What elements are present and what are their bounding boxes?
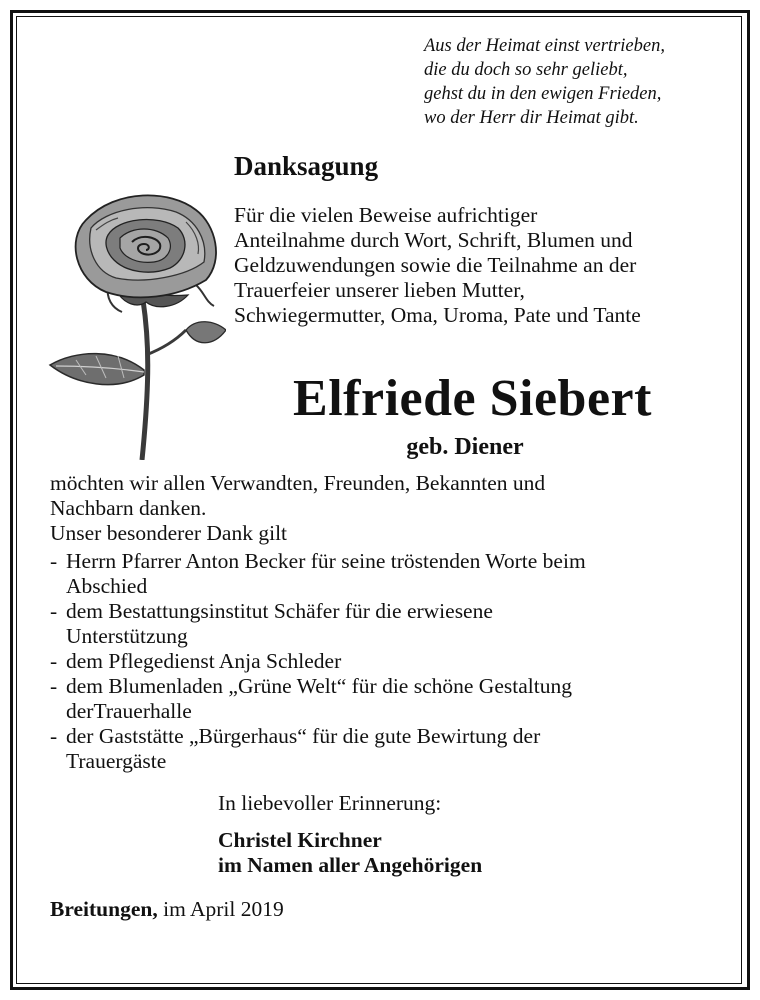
- poem-line: wo der Herr dir Heimat gibt.: [424, 108, 639, 128]
- signature: [218, 828, 482, 878]
- poem-line: gehst du in den ewigen Frieden,: [424, 84, 662, 104]
- bullet-dash: -: [50, 599, 58, 623]
- deceased-name: Elfriede Siebert: [293, 370, 652, 427]
- closing-text: In liebevoller Erinnerung:: [218, 791, 442, 815]
- intro-line: Trauerfeier unserer lieben Mutter,: [234, 278, 525, 302]
- list-item-line: Unterstützung: [66, 624, 188, 648]
- body-line: Unser besonderer Dank gilt: [50, 521, 288, 545]
- list-item-line: dem Blumenladen „Grüne Welt“ für die schöne Gestaltung: [66, 674, 572, 698]
- list-item-line: Abschied: [66, 574, 148, 598]
- list-item: [50, 674, 730, 724]
- signature-behalf: im Namen aller Angehörigen: [218, 853, 483, 877]
- bullet-dash: -: [50, 649, 58, 673]
- list-item-line: Trauergäste: [66, 749, 167, 773]
- bullet-dash: -: [50, 549, 58, 573]
- list-item: [50, 549, 730, 599]
- body-line: Nachbarn danken.: [50, 496, 207, 520]
- body-line: möchten wir allen Verwandten, Freunden, Bekannten und: [50, 471, 546, 495]
- list-item-line: dem Bestattungsinstitut Schäfer für die erwiesene: [66, 599, 493, 623]
- poem-line: Aus der Heimat einst vertrieben,: [424, 36, 665, 56]
- intro-line: Anteilnahme durch Wort, Schrift, Blumen und: [234, 228, 633, 252]
- list-item: [50, 649, 730, 674]
- intro-line: Schwiegermutter, Oma, Uroma, Pate und Tante: [234, 303, 641, 327]
- signature-name: Christel Kirchner: [218, 828, 382, 852]
- intro-text: [234, 203, 734, 328]
- place-date-text: im April 2019: [163, 897, 284, 921]
- list-item-line: dem Pflegedienst Anja Schleder: [66, 649, 342, 673]
- poem-line: die du doch so sehr geliebt,: [424, 60, 628, 80]
- list-item-line: Herrn Pfarrer Anton Becker für seine tröstenden Worte beim: [66, 549, 586, 573]
- poem: [424, 34, 724, 130]
- list-item: [50, 599, 730, 649]
- thanks-list: [50, 549, 730, 774]
- list-item-line: der Gaststätte „Bürgerhaus“ für die gute Bewirtung der: [66, 724, 541, 748]
- bullet-dash: -: [50, 724, 58, 748]
- list-item: [50, 724, 730, 774]
- intro-line: Geldzuwendungen sowie die Teilnahme an der: [234, 253, 637, 277]
- list-item-line: derTrauerhalle: [66, 699, 192, 723]
- place-town: Breitungen,: [50, 897, 158, 921]
- body-text: [50, 471, 730, 546]
- intro-line: Für die vielen Beweise aufrichtiger: [234, 203, 538, 227]
- page-title: Danksagung: [234, 151, 379, 181]
- place-date: [50, 897, 284, 922]
- bullet-dash: -: [50, 674, 58, 698]
- birth-name: geb. Diener: [406, 434, 524, 460]
